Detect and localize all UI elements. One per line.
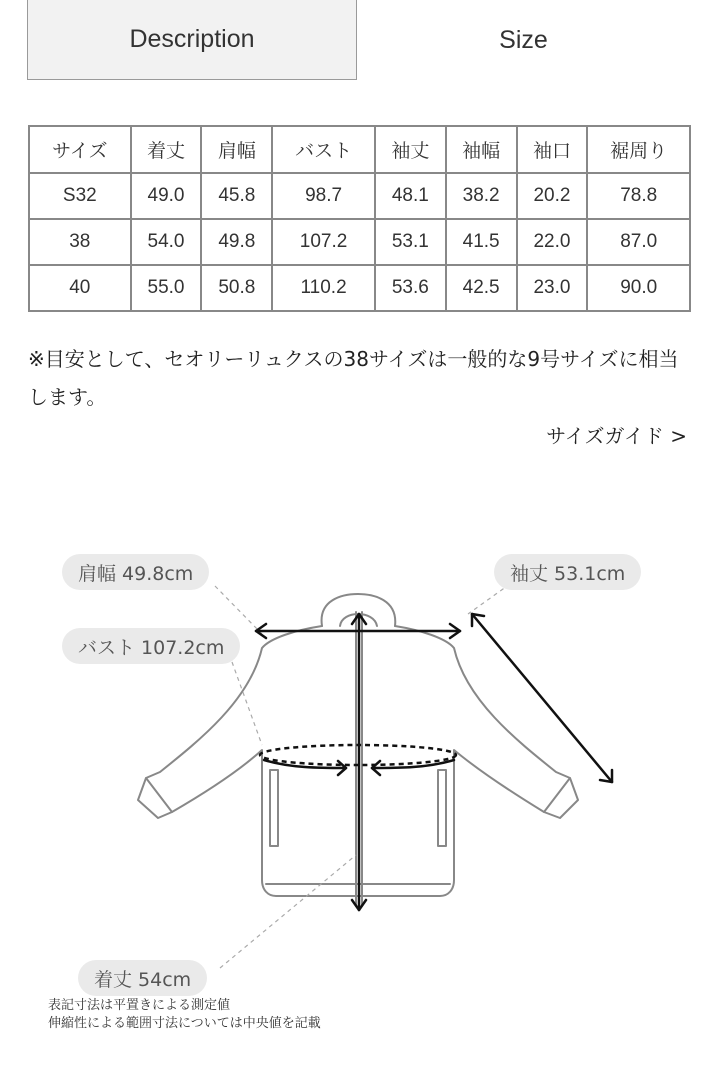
table-cell: 90.0 xyxy=(587,265,690,311)
table-cell: 110.2 xyxy=(272,265,375,311)
table-cell: 78.8 xyxy=(587,173,690,219)
table-cell: 20.2 xyxy=(517,173,588,219)
bust-label: バスト 107.2cm xyxy=(62,628,240,664)
header-sleeve-length: 袖丈 xyxy=(375,126,446,173)
size-table xyxy=(28,125,691,312)
table-cell: S32 xyxy=(29,173,131,219)
table-cell: 50.8 xyxy=(201,265,272,311)
header-size: サイズ xyxy=(29,126,131,173)
table-cell: 53.1 xyxy=(375,219,446,265)
length-label: 着丈 54cm xyxy=(78,960,207,996)
footnote xyxy=(48,997,321,1033)
table-header-row xyxy=(29,126,690,173)
header-cuff: 袖口 xyxy=(517,126,588,173)
table-cell: 23.0 xyxy=(517,265,588,311)
table-cell: 48.1 xyxy=(375,173,446,219)
table-cell: 42.5 xyxy=(446,265,517,311)
table-cell: 41.5 xyxy=(446,219,517,265)
table-cell: 38 xyxy=(29,219,131,265)
table-cell: 98.7 xyxy=(272,173,375,219)
table-cell: 55.0 xyxy=(131,265,202,311)
shoulder-label: 肩幅 49.8cm xyxy=(62,554,209,590)
header-length: 着丈 xyxy=(131,126,202,173)
table-cell: 38.2 xyxy=(446,173,517,219)
table-cell: 107.2 xyxy=(272,219,375,265)
size-guide-link[interactable]: サイズガイド > xyxy=(546,424,687,448)
table-cell: 22.0 xyxy=(517,219,588,265)
table-row xyxy=(29,265,690,311)
table-cell: 45.8 xyxy=(201,173,272,219)
table-cell: 49.8 xyxy=(201,219,272,265)
size-note: ※目安として、セオリーリュクスの38サイズは一般的な9号サイズに相当します。 xyxy=(28,347,679,409)
measurement-diagram xyxy=(0,540,717,1080)
table-row xyxy=(29,219,690,265)
header-sleeve-width: 袖幅 xyxy=(446,126,517,173)
footnote-line-1: 表記寸法は平置きによる測定値 xyxy=(48,998,231,1013)
table-cell: 49.0 xyxy=(131,173,202,219)
tab-size[interactable]: Size xyxy=(357,0,690,80)
table-cell: 40 xyxy=(29,265,131,311)
sleeve-label: 袖丈 53.1cm xyxy=(494,554,641,590)
table-cell: 53.6 xyxy=(375,265,446,311)
header-shoulder: 肩幅 xyxy=(201,126,272,173)
tab-description[interactable]: Description xyxy=(27,0,357,80)
table-cell: 87.0 xyxy=(587,219,690,265)
header-bust: バスト xyxy=(272,126,375,173)
table-row xyxy=(29,173,690,219)
table-cell: 54.0 xyxy=(131,219,202,265)
header-hem: 裾周り xyxy=(587,126,690,173)
tab-bar xyxy=(27,0,690,81)
footnote-line-2: 伸縮性による範囲寸法については中央値を記載 xyxy=(48,1016,321,1031)
